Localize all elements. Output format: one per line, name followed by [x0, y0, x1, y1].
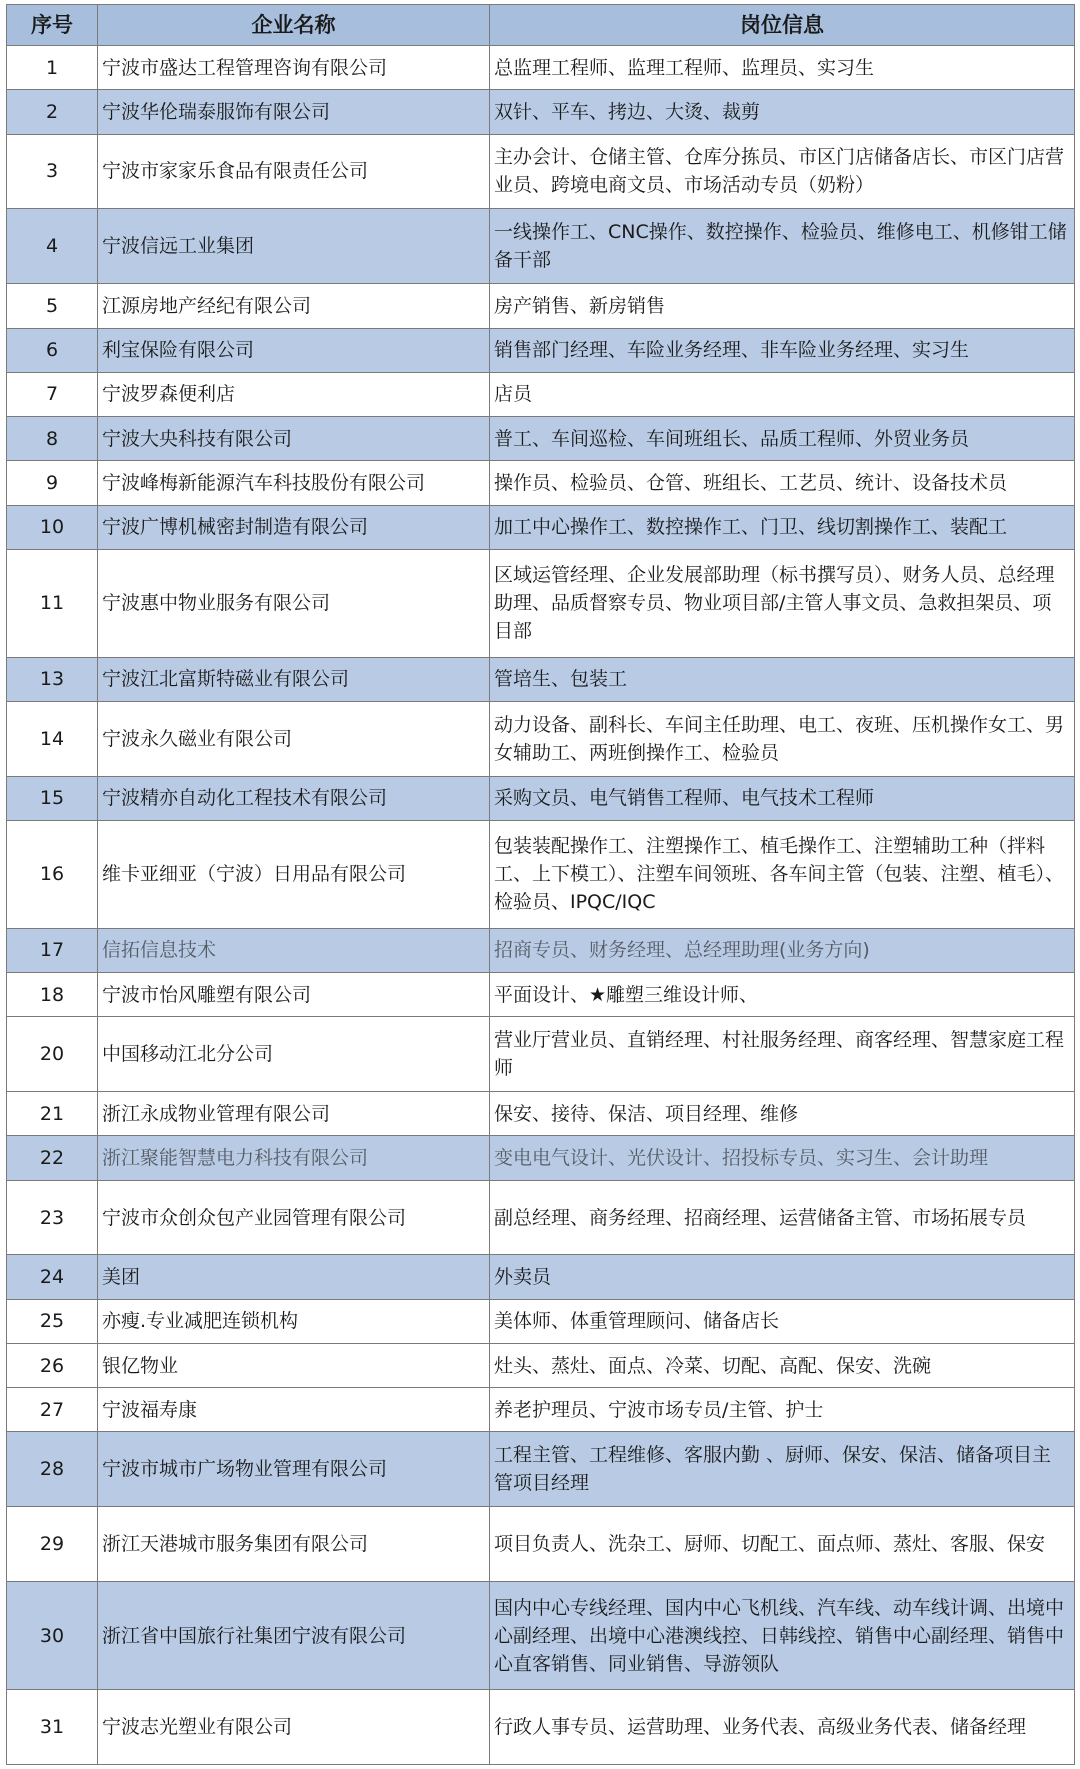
position-info: 保安、接待、保洁、项目经理、维修 — [490, 1092, 1075, 1136]
row-number: 13 — [7, 657, 98, 701]
row-number: 18 — [7, 972, 98, 1016]
table-row — [7, 820, 1075, 928]
position-info: 房产销售、新房销售 — [490, 284, 1075, 328]
company-name: 宁波峰梅新能源汽车科技股份有限公司 — [98, 461, 490, 505]
company-name: 宁波罗森便利店 — [98, 372, 490, 416]
row-number: 9 — [7, 461, 98, 505]
table-row — [7, 209, 1075, 284]
row-number: 28 — [7, 1432, 98, 1507]
position-info: 工程主管、工程维修、客服内勤 、厨师、保安、保洁、储备项目主管项目经理 — [490, 1432, 1075, 1507]
company-name: 宁波市家家乐食品有限责任公司 — [98, 134, 490, 209]
company-name: 浙江天港城市服务集团有限公司 — [98, 1507, 490, 1582]
row-number: 5 — [7, 284, 98, 328]
table-row — [7, 1136, 1075, 1180]
table-row — [7, 46, 1075, 90]
table-row — [7, 928, 1075, 972]
table-row — [7, 134, 1075, 209]
company-name: 浙江永成物业管理有限公司 — [98, 1092, 490, 1136]
position-info: 项目负责人、洗杂工、厨师、切配工、面点师、蒸灶、客服、保安 — [490, 1507, 1075, 1582]
position-info: 操作员、检验员、仓管、班组长、工艺员、统计、设备技术员 — [490, 461, 1075, 505]
row-number: 24 — [7, 1255, 98, 1299]
company-name: 银亿物业 — [98, 1343, 490, 1387]
table-row — [7, 461, 1075, 505]
position-info: 一线操作工、CNC操作、数控操作、检验员、维修电工、机修钳工储备干部 — [490, 209, 1075, 284]
position-info: 副总经理、商务经理、招商经理、运营储备主管、市场拓展专员 — [490, 1180, 1075, 1255]
row-number: 1 — [7, 46, 98, 90]
position-info: 招商专员、财务经理、总经理助理(业务方向) — [490, 928, 1075, 972]
row-number: 30 — [7, 1582, 98, 1690]
position-info: 普工、车间巡检、车间班组长、品质工程师、外贸业务员 — [490, 417, 1075, 461]
position-info: 平面设计、★雕塑三维设计师、 — [490, 972, 1075, 1016]
row-number: 11 — [7, 549, 98, 657]
company-name: 江源房地产经纪有限公司 — [98, 284, 490, 328]
position-info: 营业厅营业员、直销经理、村社服务经理、商客经理、智慧家庭工程师 — [490, 1017, 1075, 1092]
position-info: 加工中心操作工、数控操作工、门卫、线切割操作工、装配工 — [490, 505, 1075, 549]
position-info: 双针、平车、拷边、大烫、裁剪 — [490, 90, 1075, 134]
company-name: 宁波市城市广场物业管理有限公司 — [98, 1432, 490, 1507]
row-number: 16 — [7, 820, 98, 928]
company-name: 宁波江北富斯特磁业有限公司 — [98, 657, 490, 701]
row-number: 27 — [7, 1388, 98, 1432]
position-info: 美体师、体重管理顾问、储备店长 — [490, 1299, 1075, 1343]
company-name: 利宝保险有限公司 — [98, 328, 490, 372]
row-number: 6 — [7, 328, 98, 372]
company-name: 宁波华伦瑞泰服饰有限公司 — [98, 90, 490, 134]
table-row — [7, 1180, 1075, 1255]
position-info: 区域运管经理、企业发展部助理（标书撰写员）、财务人员、总经理助理、品质督察专员、物业项目部/主管人事文员、急救担架员、项目部 — [490, 549, 1075, 657]
company-name: 宁波广博机械密封制造有限公司 — [98, 505, 490, 549]
company-name: 宁波市盛达工程管理咨询有限公司 — [98, 46, 490, 90]
position-info: 国内中心专线经理、国内中心飞机线、汽车线、动车线计调、出境中心副经理、出境中心港澳线控、日韩线控、销售中心副经理、销售中心直客销售、同业销售、导游领队 — [490, 1582, 1075, 1690]
table-row — [7, 417, 1075, 461]
company-name: 宁波市众创众包产业园管理有限公司 — [98, 1180, 490, 1255]
position-info: 行政人事专员、运营助理、业务代表、高级业务代表、储备经理 — [490, 1689, 1075, 1764]
table-row — [7, 1507, 1075, 1582]
table-row — [7, 1689, 1075, 1764]
company-name: 浙江省中国旅行社集团宁波有限公司 — [98, 1582, 490, 1690]
job-table-container — [6, 4, 1074, 1765]
table-row — [7, 372, 1075, 416]
row-number: 3 — [7, 134, 98, 209]
table-row — [7, 1255, 1075, 1299]
table-row — [7, 1017, 1075, 1092]
position-info: 包装装配操作工、注塑操作工、植毛操作工、注塑辅助工种（拌料工、上下模工）、注塑车间领班、各车间主管（包装、注塑、植毛）、检验员、IPQC/IQC — [490, 820, 1075, 928]
row-number: 23 — [7, 1180, 98, 1255]
table-header-row — [7, 5, 1075, 46]
company-name: 浙江聚能智慧电力科技有限公司 — [98, 1136, 490, 1180]
company-name: 宁波志光塑业有限公司 — [98, 1689, 490, 1764]
company-name: 宁波精亦自动化工程技术有限公司 — [98, 776, 490, 820]
header-company: 企业名称 — [98, 5, 490, 46]
position-info: 主办会计、仓储主管、仓库分拣员、市区门店储备店长、市区门店营业员、跨境电商文员、市场活动专员（奶粉） — [490, 134, 1075, 209]
company-name: 维卡亚细亚（宁波）日用品有限公司 — [98, 820, 490, 928]
table-row — [7, 1299, 1075, 1343]
row-number: 21 — [7, 1092, 98, 1136]
position-info: 店员 — [490, 372, 1075, 416]
row-number: 26 — [7, 1343, 98, 1387]
row-number: 2 — [7, 90, 98, 134]
company-name: 宁波惠中物业服务有限公司 — [98, 549, 490, 657]
table-row — [7, 505, 1075, 549]
row-number: 17 — [7, 928, 98, 972]
table-row — [7, 1388, 1075, 1432]
job-listing-table — [6, 4, 1075, 1765]
position-info: 采购文员、电气销售工程师、电气技术工程师 — [490, 776, 1075, 820]
row-number: 4 — [7, 209, 98, 284]
table-row — [7, 776, 1075, 820]
position-info: 外卖员 — [490, 1255, 1075, 1299]
row-number: 14 — [7, 701, 98, 776]
company-name: 宁波市怡风雕塑有限公司 — [98, 972, 490, 1016]
row-number: 25 — [7, 1299, 98, 1343]
position-info: 总监理工程师、监理工程师、监理员、实习生 — [490, 46, 1075, 90]
position-info: 销售部门经理、车险业务经理、非车险业务经理、实习生 — [490, 328, 1075, 372]
table-row — [7, 1343, 1075, 1387]
position-info: 养老护理员、宁波市场专员/主管、护士 — [490, 1388, 1075, 1432]
table-row — [7, 1582, 1075, 1690]
table-row — [7, 972, 1075, 1016]
table-row — [7, 701, 1075, 776]
row-number: 7 — [7, 372, 98, 416]
row-number: 31 — [7, 1689, 98, 1764]
company-name: 信拓信息技术 — [98, 928, 490, 972]
company-name: 美团 — [98, 1255, 490, 1299]
table-row — [7, 328, 1075, 372]
row-number: 29 — [7, 1507, 98, 1582]
position-info: 变电电气设计、光伏设计、招投标专员、实习生、会计助理 — [490, 1136, 1075, 1180]
table-row — [7, 1092, 1075, 1136]
row-number: 10 — [7, 505, 98, 549]
company-name: 中国移动江北分公司 — [98, 1017, 490, 1092]
position-info: 动力设备、副科长、车间主任助理、电工、夜班、压机操作女工、男女辅助工、两班倒操作工、检验员 — [490, 701, 1075, 776]
row-number: 8 — [7, 417, 98, 461]
position-info: 灶头、蒸灶、面点、冷菜、切配、高配、保安、洗碗 — [490, 1343, 1075, 1387]
company-name: 宁波永久磁业有限公司 — [98, 701, 490, 776]
table-body — [7, 46, 1075, 1765]
company-name: 宁波信远工业集团 — [98, 209, 490, 284]
header-number: 序号 — [7, 5, 98, 46]
table-row — [7, 284, 1075, 328]
header-positions: 岗位信息 — [490, 5, 1075, 46]
row-number: 20 — [7, 1017, 98, 1092]
row-number: 22 — [7, 1136, 98, 1180]
table-row — [7, 1432, 1075, 1507]
table-row — [7, 549, 1075, 657]
table-row — [7, 90, 1075, 134]
company-name: 亦瘦.专业减肥连锁机构 — [98, 1299, 490, 1343]
row-number: 15 — [7, 776, 98, 820]
company-name: 宁波大央科技有限公司 — [98, 417, 490, 461]
company-name: 宁波福寿康 — [98, 1388, 490, 1432]
table-row — [7, 657, 1075, 701]
position-info: 管培生、包装工 — [490, 657, 1075, 701]
